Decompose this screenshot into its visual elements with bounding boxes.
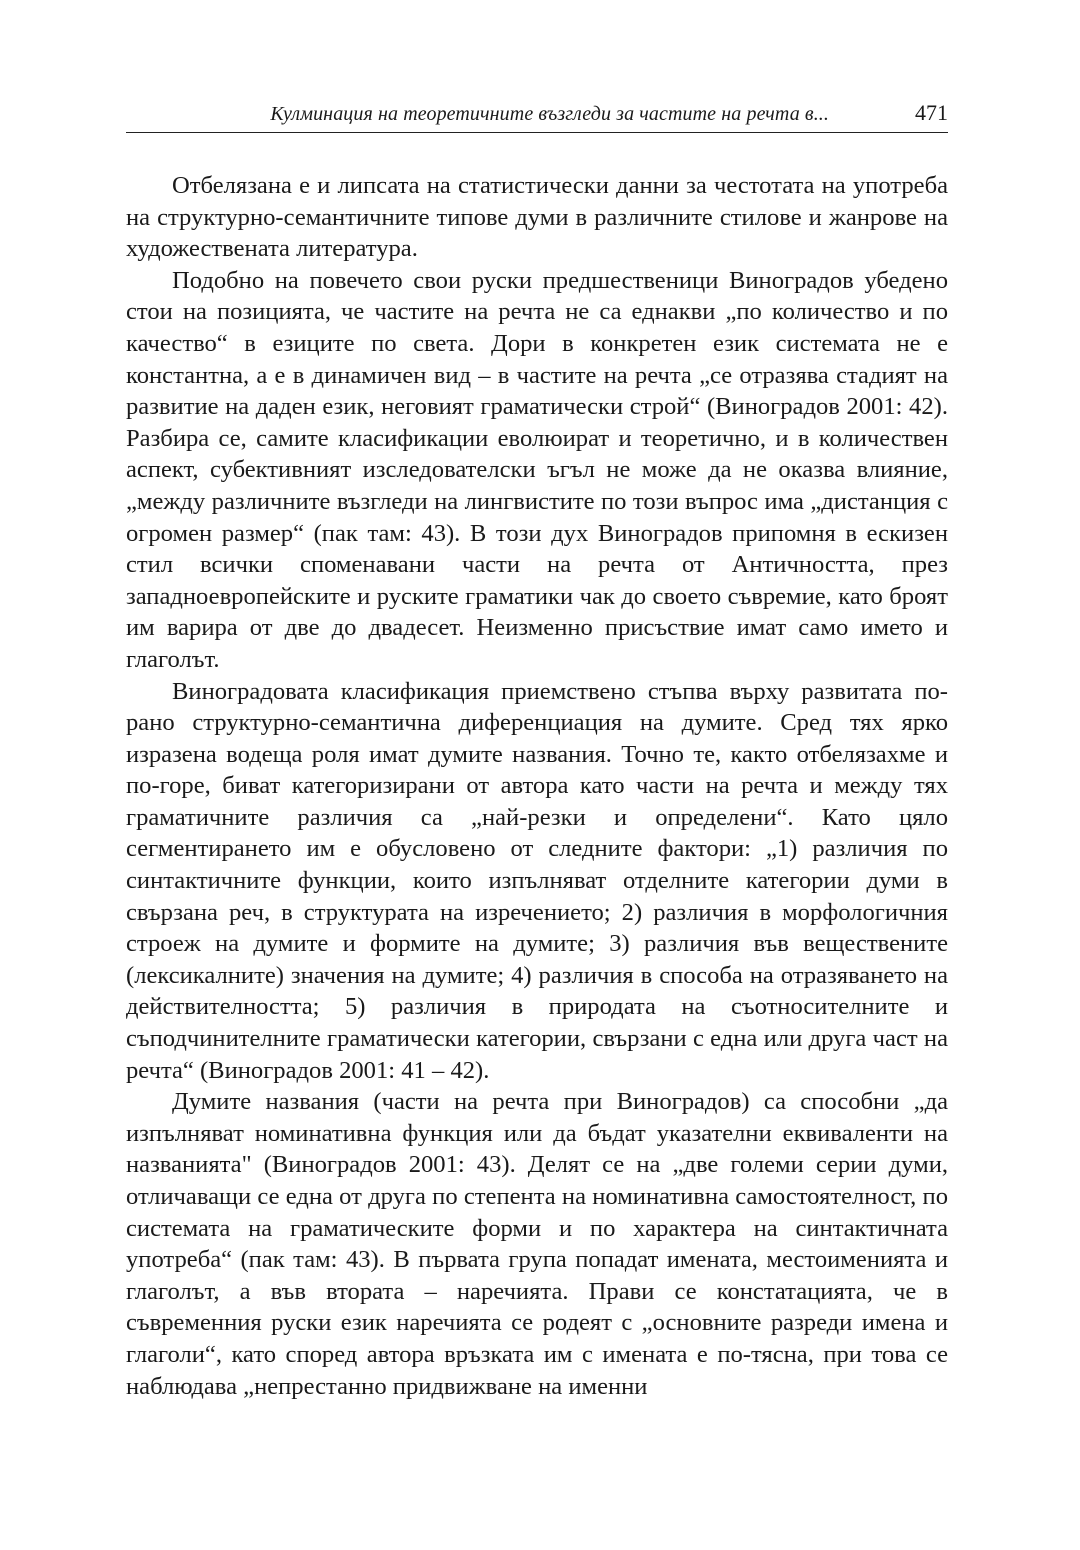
body-text — [126, 170, 948, 1402]
paragraph-4: Думите названия (части на речта при Виноградов) са способни „да изпълняват номинативна функция или да бъдат указателни еквиваленти на названията" (Виноградов 2001: 43). Делят се на „две големи серии думи, отличаващи се една от друга по степента на номинативна самостоятелност, по системата на граматическите форми и по характера на синтактичната употреба“ (пак там: 43). В първата група попадат имената, местоименията и глаголът, а във втората – наречията. Прави се констатацията, че в съвременния руски език наречията се родеят с „основните разреди имена и глаголи“, като според автора връзката им с имената е по-тясна, при това се наблюдава „непрестанно придвижване на именни — [126, 1088, 948, 1400]
paragraph-1: Отбелязана е и липсата на статистически данни за честотата на употреба на структурно-семантичните типове думи в различните стилове и жанрове на художествената литература. — [126, 172, 948, 263]
paragraph-3: Виноградовата класификация приемствено стъпва върху развитата по-рано структурно-семантична диференциация на думите. Сред тях ярко изразена водеща роля имат думите названия. Точно те, както отбелязахме и по-горе, биват категоризирани от автора като части на речта и между тях граматичните различия са „най-резки и определени“. Като цяло сегментирането им е обусловено от следните фактори: „1) различия по синтактичните функции, които изпълняват отделните категории думи в свързана реч, в структурата на изречението; 2) различия в морфологичния строеж на думите и формите на думите; 3) различия във веществените (лексикалните) значения на думите; 4) различия в способа на отразяването на действителността; 5) различия в природата на съотносителните и съподчинителните граматически категории, свързани с една или друга част на речта“ (Виноградов 2001: 41 – 42). — [126, 677, 948, 1084]
running-title: Кулминация на теоретичните възгледи за частите на речта в... — [270, 103, 829, 125]
running-header — [126, 100, 948, 133]
paragraph-2: Подобно на повечето свои руски предшественици Виноградов убедено стои на позицията, че частите на речта не са еднакви „по количество и по качество“ в езиците по света. Дори в конкретен език системата не е константна, а е в динамичен вид – в частите на речта „се отразява стадият на развитие на даден език, неговият граматически строй“ (Виноградов 2001: 42). Разбира се, самите класификации еволюират и теоретично, и в количествен аспект, субективният изследователски ъгъл не може да не оказва влияние, „между различните възгледи на лингвистите по този въпрос има „дистанция с огромен размер“ (пак там: 43). В този дух Виноградов припомня в ескизен стил всички споменавани части на речта от Античността, през западноевропейските и руските граматики чак до своето съвремие, като броят им варира от две до двадесет. Неизменно присъствие имат само името и глаголът. — [126, 266, 948, 673]
page-number: 471 — [915, 100, 948, 125]
book-page — [126, 100, 948, 1402]
